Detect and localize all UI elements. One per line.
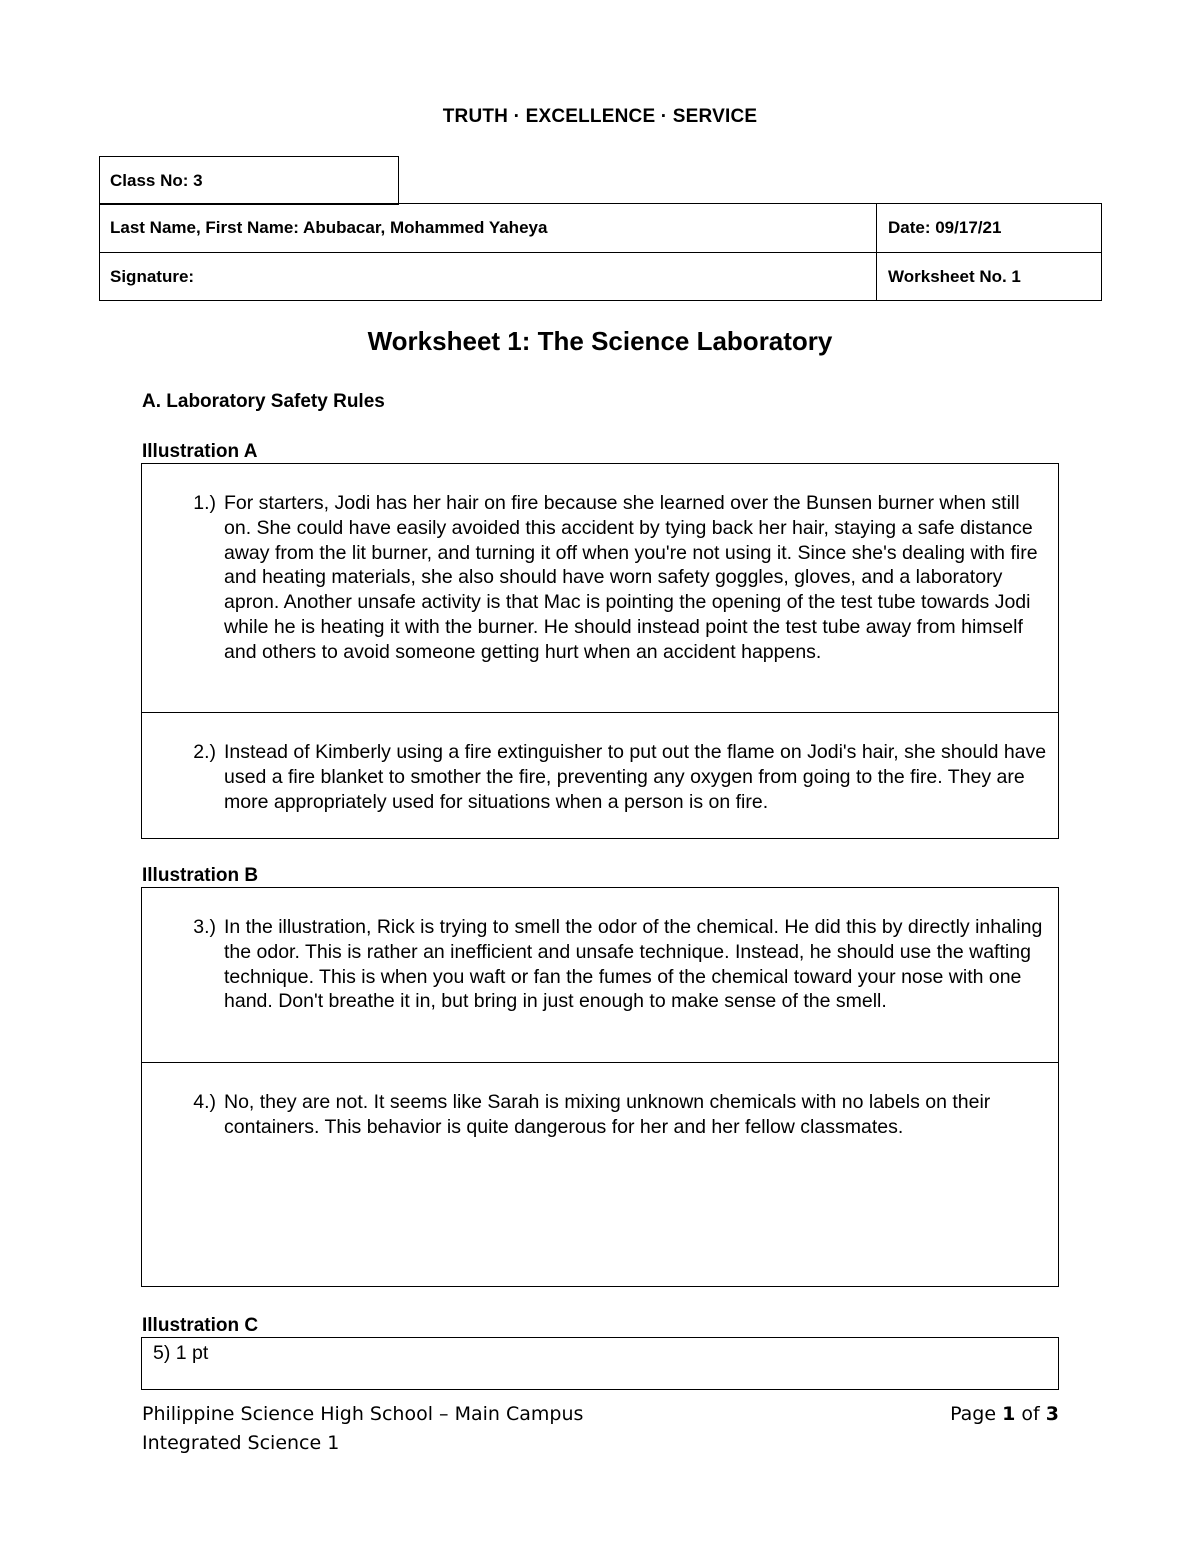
answer-text: In the illustration, Rick is trying to smell the odor of the chemical. He did this by directly inhaling the odor. This is rather an inefficient and unsafe technique. Instead, he should use the wafting technique. This is when you waft or fan the fumes of the chemical toward your nose with one hand. Don't breathe it in, but bring in just enough to make sense of the smell. xyxy=(224,916,1043,1013)
signature-field: Signature: xyxy=(110,267,195,286)
answer-4 xyxy=(142,1090,1058,1140)
illustration-b-label: Illustration B xyxy=(142,865,259,886)
worksheet-number: Worksheet No. 1 xyxy=(888,267,1021,286)
school-motto: TRUTH · EXCELLENCE · SERVICE xyxy=(442,106,758,127)
page-of: of xyxy=(1021,1403,1040,1425)
school-name: Philippine Science High School – Main Campus xyxy=(142,1403,584,1425)
answer-1 xyxy=(142,491,1058,665)
answer-text: Instead of Kimberly using a fire extinguisher to put out the flame on Jodi's hair, she should have used a fire blanket to smother the fire, preventing any oxygen from going to the fire. They are more appropriately used for situations when a person is on fire. xyxy=(224,741,1047,813)
answer-number: 3.) xyxy=(193,916,216,938)
answer-5: 5) 1 pt xyxy=(153,1342,209,1364)
answer-2 xyxy=(142,740,1058,814)
answer-divider xyxy=(142,1062,1058,1063)
illustration-a-label: Illustration A xyxy=(142,441,258,462)
answer-number: 2.) xyxy=(193,741,216,763)
worksheet-title: Worksheet 1: The Science Laboratory xyxy=(367,326,833,356)
subject-name: Integrated Science 1 xyxy=(142,1432,340,1454)
page-number xyxy=(950,1400,1059,1429)
footer-left xyxy=(142,1400,583,1458)
answer-divider xyxy=(142,712,1058,713)
illustration-a-answers xyxy=(141,463,1059,839)
page-total: 3 xyxy=(1045,1403,1059,1425)
section-heading: A. Laboratory Safety Rules xyxy=(142,391,385,412)
illustration-c-answers xyxy=(141,1337,1059,1390)
illustration-c-label: Illustration C xyxy=(142,1315,259,1336)
page-word: Page xyxy=(950,1403,997,1425)
answer-text: For starters, Jodi has her hair on fire because she learned over the Bunsen burner when still on. She could have easily avoided this accident by tying back her hair, staying a safe distance away from the lit burner, and turning it off when you're not using it. Since she's dealing with fire and heating materials, she also should have worn safety goggles, gloves, and a laboratory apron. Another unsafe activity is that Mac is pointing the opening of the test tube towards Jodi while he is heating it with the burner. He should instead point the test tube away from himself and others to avoid someone getting hurt when an accident happens. xyxy=(224,492,1038,663)
date: Date: 09/17/21 xyxy=(888,218,1002,237)
student-name: Last Name, First Name: Abubacar, Mohammed Yaheya xyxy=(110,218,548,237)
answer-number: 4.) xyxy=(193,1091,216,1113)
answer-text: No, they are not. It seems like Sarah is mixing unknown chemicals with no labels on their containers. This behavior is quite dangerous for her and her fellow classmates. xyxy=(224,1091,991,1138)
page-current: 1 xyxy=(1002,1403,1016,1425)
answer-number: 1.) xyxy=(193,492,216,514)
class-no: Class No: 3 xyxy=(110,170,203,190)
answer-3 xyxy=(142,915,1058,1014)
illustration-b-answers xyxy=(141,887,1059,1287)
